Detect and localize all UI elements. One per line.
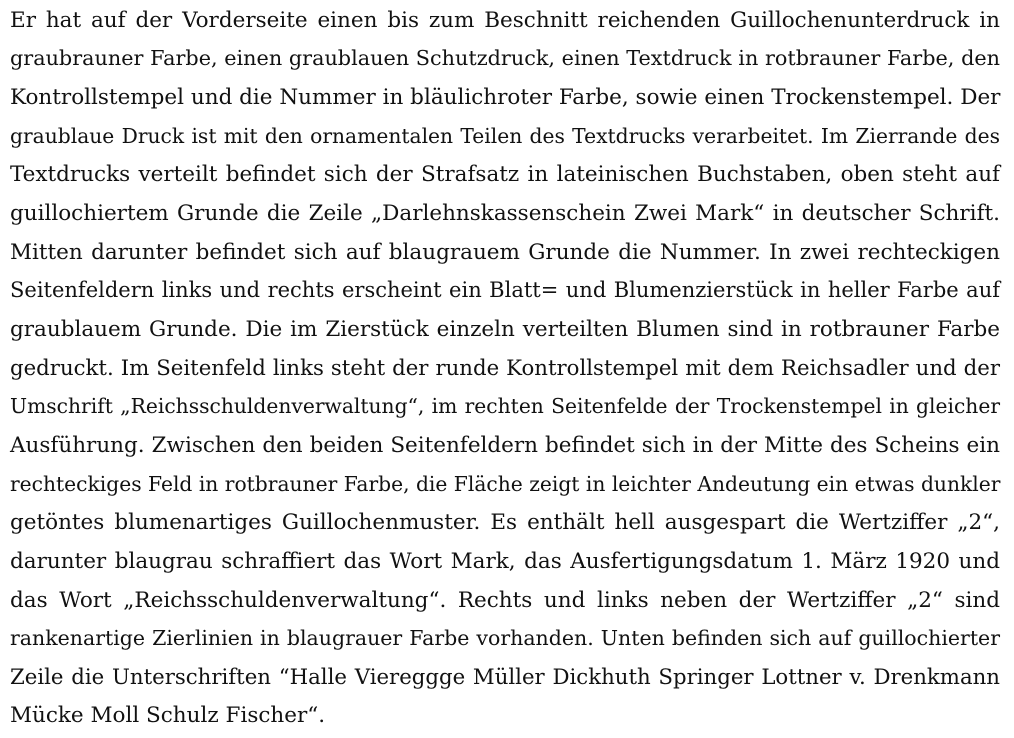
text-line-11: Umschrift „Reichsschuldenverwaltung“, im rechten Seitenfelde der Trockenstempel in gleicher (10, 394, 1000, 418)
document-page (10, 0, 1000, 738)
text-line-3: Kontrollstempel und die Nummer in bläulichroter Farbe, sowie einen Trockenstempel. Der (10, 85, 1001, 110)
text-line-17: rankenartige Zierlinien in blaugrauer Farbe vorhanden. Unten befinden sich auf guillochierter (10, 626, 1000, 650)
text-line-19: Mücke Moll Schulz Fischer“. (10, 703, 326, 728)
text-line-16: das Wort „Reichsschuldenverwaltung“. Rechts und links neben der Wertziffer „2“ sind (10, 588, 1000, 613)
text-line-9: graublauem Grunde. Die im Zierstück einzeln verteilten Blumen sind in rotbrauner Farbe (10, 317, 1000, 342)
text-line-13: rechteckiges Feld in rotbrauner Farbe, die Fläche zeigt in leichter Andeutung ein etwas dunkler (10, 472, 1001, 496)
text-line-1: Er hat auf der Vorderseite einen bis zum Beschnitt reichenden Guillochenunterdruck in (10, 8, 1000, 33)
text-line-12: Ausführung. Zwischen den beiden Seitenfeldern befindet sich in der Mitte des Scheins ein (10, 433, 1000, 458)
text-line-5: Textdrucks verteilt befindet sich der Strafsatz in lateinischen Buchstaben, oben steht auf (10, 162, 1000, 187)
text-line-6: guillochiertem Grunde die Zeile „Darlehnskassenschein Zwei Mark“ in deutscher Schrift. (10, 201, 1000, 226)
text-line-2: graubrauner Farbe, einen graublauen Schutzdruck, einen Textdruck in rotbrauner Farbe, den (10, 46, 1000, 70)
text-line-8: Seitenfeldern links und rechts erscheint ein Blatt= und Blumenzierstück in heller Farbe auf (10, 278, 1000, 302)
text-line-4: graublaue Druck ist mit den ornamentalen Teilen des Textdrucks verarbeitet. Im Zierrande des (10, 124, 1000, 148)
text-line-15: darunter blaugrau schraffiert das Wort Mark, das Ausfertigungsdatum 1. März 1920 und (10, 549, 1000, 574)
text-line-14: getöntes blumenartiges Guillochenmuster. Es enthält hell ausgespart die Wertziffer „2“, (10, 510, 1000, 535)
text-line-18: Zeile die Unterschriften “Halle Viereggge Müller Dickhuth Springer Lottner v. Drenkmann (10, 665, 1000, 690)
text-line-10: gedruckt. Im Seitenfeld links steht der runde Kontrollstempel mit dem Reichsadler und der (10, 356, 1000, 381)
text-line-7: Mitten darunter befindet sich auf blaugrauem Grunde die Nummer. In zwei rechteckigen (10, 240, 1000, 265)
